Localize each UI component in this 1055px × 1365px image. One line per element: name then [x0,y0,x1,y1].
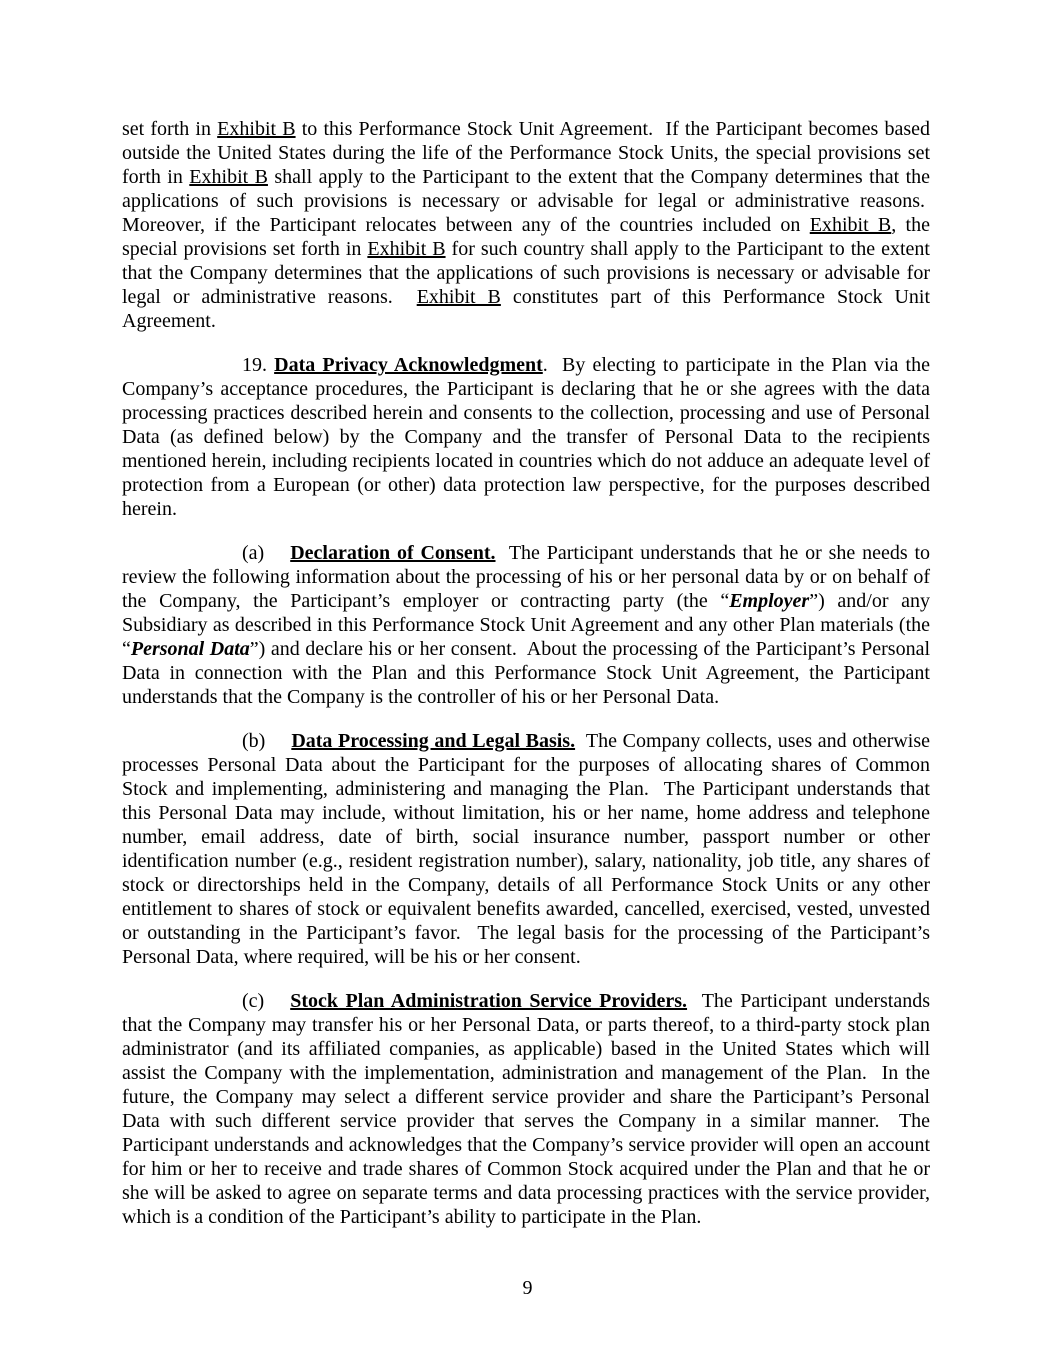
exhibit-b-reference: Exhibit B [416,286,501,308]
text-run: (a) [242,542,265,564]
text-run: , the special provisions set forth in [122,214,930,260]
para-exhibit-b-provisions [122,117,930,333]
document-body [122,117,930,1229]
text-run: ”) and declare his or her consent. About the processing of the Participant’s Personal Data in connection with the Plan and this Performance Stock Unit Agreement, the Participant understands that the Company is the controller of his or her Personal Data. [122,638,930,708]
heading-stock-plan-administration-service-providers: Stock Plan Administration Service Providers. [290,990,688,1012]
heading-data-processing-and-legal-basis: Data Processing and Legal Basis. [291,730,576,752]
exhibit-b-reference: Exhibit B [809,214,892,236]
text-run: set forth in [122,118,218,140]
text-run: ”) and/or any Subsidiary as described in this Performance Stock Unit Agreement and any other Plan materials (the “ [122,590,930,660]
defined-term-employer: Employer [729,590,810,612]
text-run: to this Performance Stock Unit Agreement. If the Participant becomes based outside the United States during the life of the Performance Stock Units, the special provisions set forth in [122,118,930,188]
text-run: The Company collects, uses and otherwise processes Personal Data about the Participant for the purposes of allocating shares of Common Stock and implementing, administering and managing the Plan. The Participant understands that this Personal Data may include, without limitation, his or her name, home address and telephone number, email address, date of birth, social insurance number, passport number or other identification number (e.g., resident registration number), salary, nationality, job title, any shares of stock or directorships held in the Company, details of all Performance Stock Units or any other entitlement to shares of stock or equivalent benefits awarded, cancelled, exercised, vested, unvested or outstanding in the Participant’s favor. The legal basis for the processing of the Participant’s Personal Data, where required, will be his or her consent. [122,730,930,968]
text-run: shall apply to the Participant to the extent that the Company determines that the applications of such provisions is necessary or advisable for legal or administrative reasons. Moreover, if the Participant relocates between any of the countries included on [122,166,930,236]
page-number: 9 [522,1277,533,1299]
text-run: (c) [242,990,265,1012]
para-a-declaration-of-consent [122,541,930,709]
text-run: constitutes part of this Performance Stock Unit Agreement. [122,286,931,332]
text-run: The Participant understands that he or she needs to review the following information about the processing of his or her personal data by or on behalf of the Company, the Participant’s employer or contracting party (the “ [122,542,931,612]
exhibit-b-reference: Exhibit B [217,118,296,140]
exhibit-b-reference: Exhibit B [367,238,446,260]
heading-data-privacy-acknowledgment: Data Privacy Acknowledgment [274,354,543,376]
text-run: 19. [242,354,275,376]
text-run: (b) [242,730,266,752]
defined-term-personal-data: Personal Data [130,638,250,660]
heading-declaration-of-consent: Declaration of Consent. [290,542,496,564]
text-run: The Participant understands that the Company may transfer his or her Personal Data, or parts thereof, to a third-party stock plan administrator (and its affiliated companies, as applicable) based in the United States which will assist the Company with the implementation, administration and management of the Plan. In the future, the Company may select a different service provider and share the Participant’s Personal Data with such different service provider that serves the Company in a similar manner. The Participant understands and acknowledges that the Company’s service provider will open an account for him or her to receive and trade shares of Common Stock acquired under the Plan and that he or she will be asked to agree on separate terms and data processing practices with the service provider, which is a condition of the Participant’s ability to participate in the Plan. [122,990,930,1228]
text-run: for such country shall apply to the Participant to the extent that the Company determines that the applications of such provisions is necessary or advisable for legal or administrative reasons. [122,238,930,308]
para-b-data-processing-and-legal-basis [122,729,930,969]
para-19-data-privacy-acknowledgment [122,353,930,521]
exhibit-b-reference: Exhibit B [189,166,268,188]
para-c-stock-plan-administration-service-providers [122,989,930,1229]
text-run: . By electing to participate in the Plan via the Company’s acceptance procedures, the Participant is declaring that he or she agrees with the data processing practices described herein and consents to the collection, processing and use of Personal Data (as defined below) by the Company and the transfer of Personal Data to the recipients mentioned herein, including recipients located in countries which do not adduce an adequate level of protection from a European (or other) data protection law perspective, for the purposes described herein. [122,354,930,520]
